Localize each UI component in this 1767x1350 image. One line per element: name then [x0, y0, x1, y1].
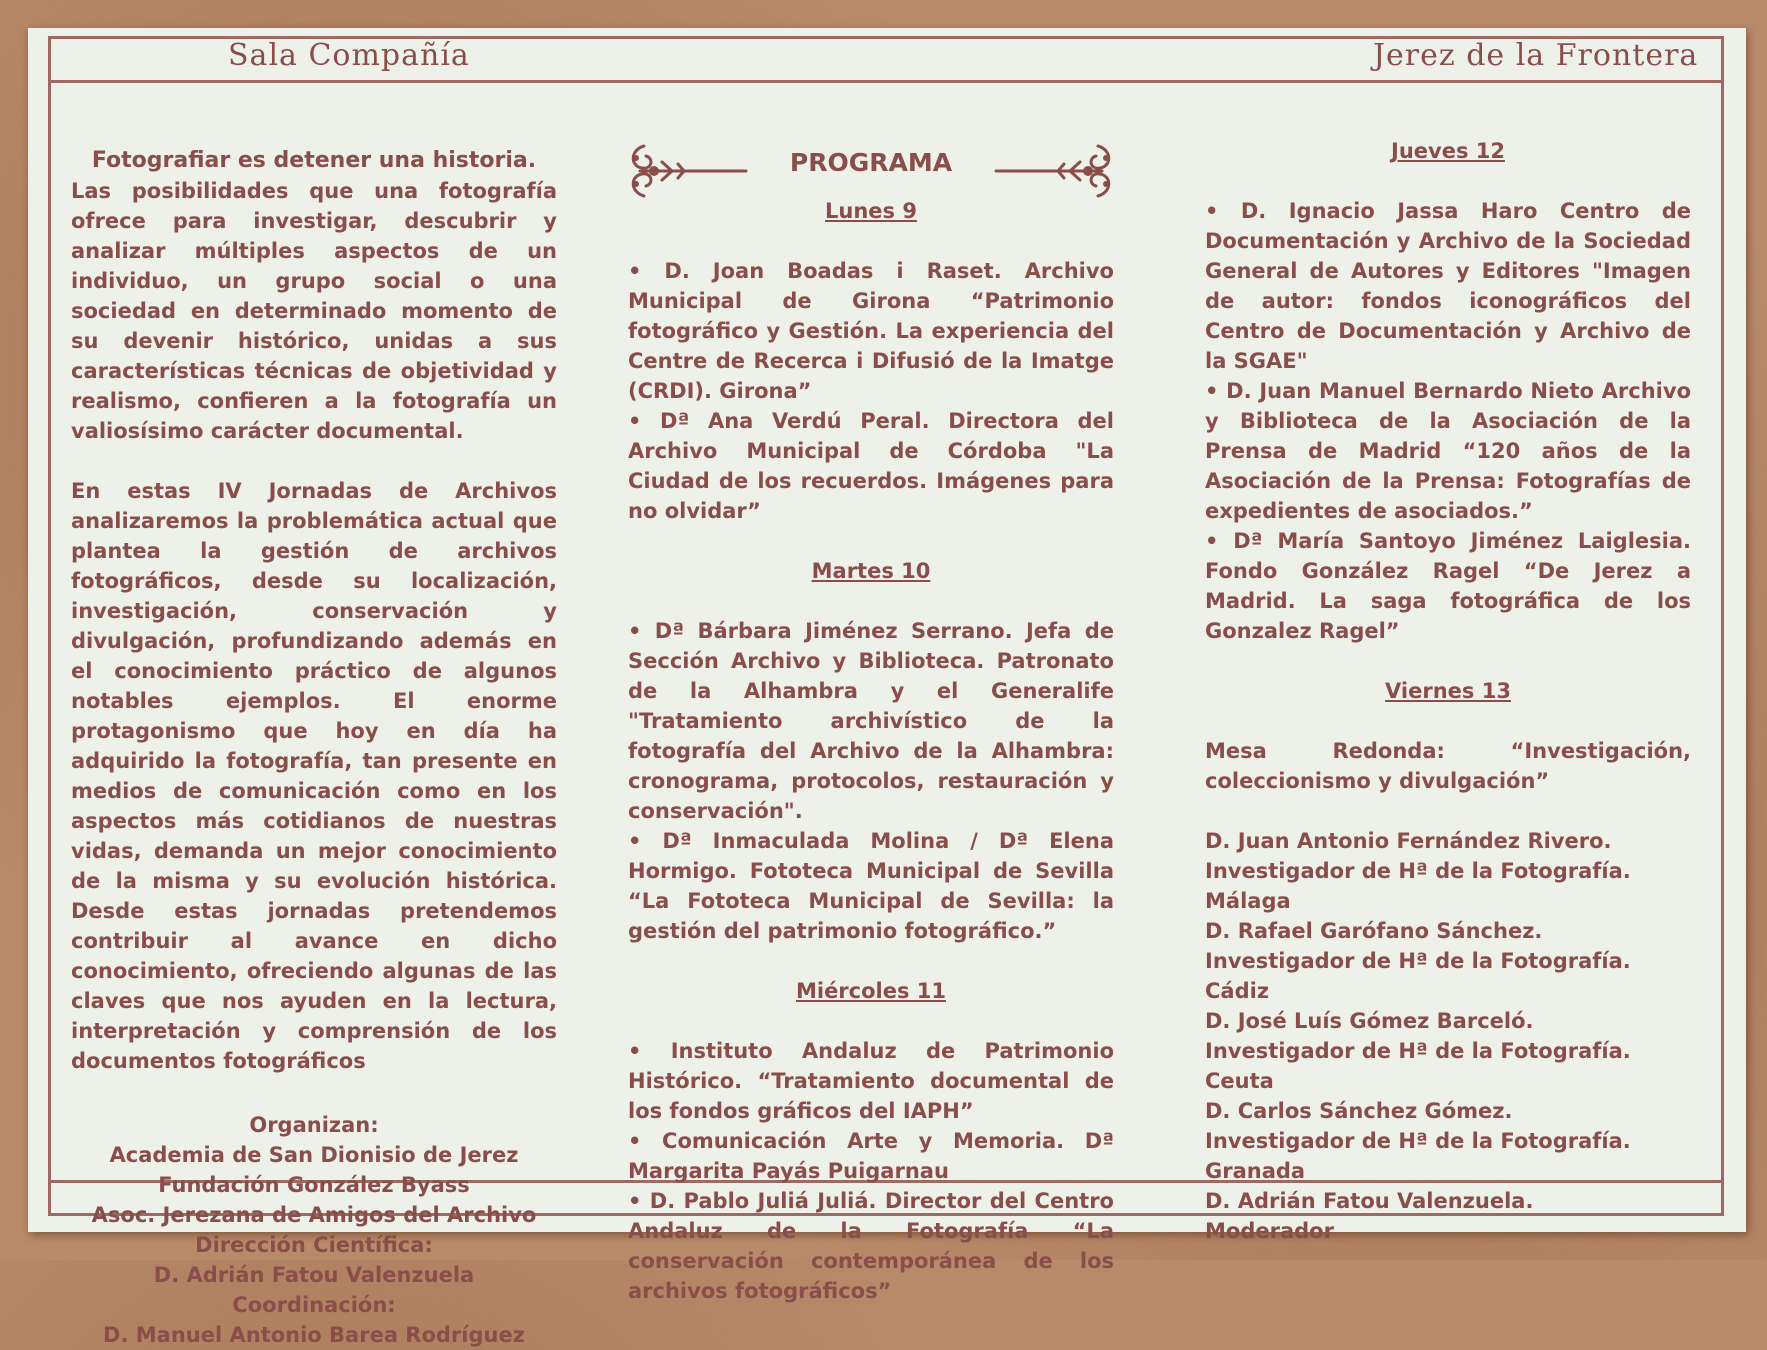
speaker-line: Investigador de Hª de la Fotografía. Ceuta [1205, 1039, 1631, 1093]
header-venue: Sala Compañía [228, 38, 470, 73]
credit-line: Coordinación: [232, 1293, 396, 1317]
speaker-line: Investigador de Hª de la Fotografía. Cádiz [1205, 949, 1631, 1003]
speaker-line: D. Adrián Fatou Valenzuela. [1205, 1189, 1534, 1213]
header-rule [48, 80, 1724, 83]
credit-line: Academia de San Dionisio de Jerez [109, 1143, 519, 1167]
speaker-line: D. Juan Antonio Fernández Rivero. [1205, 829, 1612, 853]
program-item: • Comunicación Arte y Memoria. Dª Margarita Payás Puigarnau [628, 1129, 1114, 1183]
flourish-right-icon [981, 136, 1116, 206]
program-item: • D. Juan Manuel Bernardo Nieto Archivo y Biblioteca de la Asociación de la Prensa de Madrid “120 años de la Asociación de la Prensa: Fotografías de expedientes de asociados.” [1205, 379, 1691, 523]
day-title: Miércoles 11 [795, 979, 947, 1003]
speaker-line: D. Rafael Garófano Sánchez. [1205, 919, 1543, 943]
credit-line: Asoc. Jerezana de Amigos del Archivo [91, 1203, 537, 1227]
program-item: • Dª María Santoyo Jiménez Laiglesia. Fondo González Ragel “De Jerez a Madrid. La saga fotográfica de los Gonzalez Ragel” [1205, 529, 1691, 643]
credit-line: D. Manuel Antonio Barea Rodríguez [103, 1323, 525, 1347]
day-title: Viernes 13 [1385, 679, 1511, 703]
program-header [628, 136, 1114, 196]
credits-block [71, 1110, 557, 1350]
program-title: PROGRAMA [789, 148, 953, 177]
speaker-line: Moderador [1205, 1219, 1334, 1243]
program-item: • D. Joan Boadas i Raset. Archivo Municipal de Girona “Patrimonio fotográfico y Gestión. La experiencia del Centre de Recerca i Difusió de la Imatge (CRDI). Girona” [628, 259, 1114, 403]
speaker-line: D. José Luís Gómez Barceló. [1205, 1009, 1534, 1033]
header-city: Jerez de la Frontera [1373, 38, 1699, 73]
program-item: • Instituto Andaluz de Patrimonio Histórico. “Tratamiento documental de los fondos gráficos del IAPH” [628, 1039, 1114, 1123]
program-item: • Dª Bárbara Jiménez Serrano. Jefa de Sección Archivo y Biblioteca. Patronato de la Alhambra y el Generalife "Tratamiento archivístico de la fotografía del Archivo de la Alhambra: cronograma, protocolos, restauración y conservación". [628, 619, 1114, 823]
program-item: • Dª Ana Verdú Peral. Directora del Archivo Municipal de Córdoba "La Ciudad de los recuerdos. Imágenes para no olvidar” [628, 409, 1114, 523]
round-table: Mesa Redonda: “Investigación, coleccionismo y divulgación” [1205, 739, 1691, 793]
intro-paragraph-2: En estas IV Jornadas de Archivos analizaremos la problemática actual que plantea la gestión de archivos fotográficos, desde su localización, investigación, conservación y divulgación, profundizando además en el conocimiento práctico de algunos notables ejemplos. El enorme protagonismo que hoy en día ha adquirido la fotografía, tan presente en medios de comunicación como en los aspectos más cotidianos de nuestras vidas, demanda un mejor conocimiento de la misma y su evolución histórica. Desde estas jornadas pretendemos contribuir al avance en dicho conocimiento, ofreciendo algunas de las claves que nos ayuden en la lectura, interpretación y comprensión de los documentos fotográficos [71, 479, 557, 1073]
program-item: • D. Ignacio Jassa Haro Centro de Documentación y Archivo de la Sociedad General de Autores y Editores "Imagen de autor: fondos iconográficos del Centro de Documentación y Archivo de la SGAE" [1205, 199, 1691, 373]
intro-lead: Fotografiar es detener una historia. [91, 148, 537, 173]
program-column [628, 136, 1114, 1306]
intro-paragraph-1: Las posibilidades que una fotografía ofrece para investigar, descubrir y analizar múltiples aspectos de un individuo, un grupo social o una sociedad en determinado momento de su devenir histórico, unidas a sus características técnicas de objetividad y realismo, confieren a la fotografía un valiosísimo carácter documental. [71, 179, 557, 443]
brochure-sheet [28, 28, 1746, 1347]
day-title: Martes 10 [811, 559, 931, 583]
day-title: Jueves 12 [1391, 139, 1505, 163]
credit-line: Dirección Científica: [195, 1233, 433, 1257]
credit-line: D. Adrián Fatou Valenzuela [153, 1263, 475, 1287]
intro-column [71, 146, 557, 1350]
program-item: • Dª Inmaculada Molina / Dª Elena Hormigo. Fototeca Municipal de Sevilla “La Fototeca Municipal de Sevilla: la gestión del patrimonio fotográfico.” [628, 829, 1114, 943]
speaker-line: Investigador de Hª de la Fotografía. Málaga [1205, 859, 1631, 913]
credit-line: Organizan: [249, 1113, 379, 1137]
program-item: • D. Pablo Juliá Juliá. Director del Centro Andaluz de la Fotografía “La conservación contemporánea de los archivos fotográficos” [628, 1189, 1114, 1303]
speaker-line: Investigador de Hª de la Fotografía. Granada [1205, 1129, 1631, 1183]
speaker-line: D. Carlos Sánchez Gómez. [1205, 1099, 1513, 1123]
credit-line: Fundación González Byass [158, 1173, 470, 1197]
program-column-2 [1205, 136, 1691, 1246]
day-title: Lunes 9 [825, 199, 917, 223]
